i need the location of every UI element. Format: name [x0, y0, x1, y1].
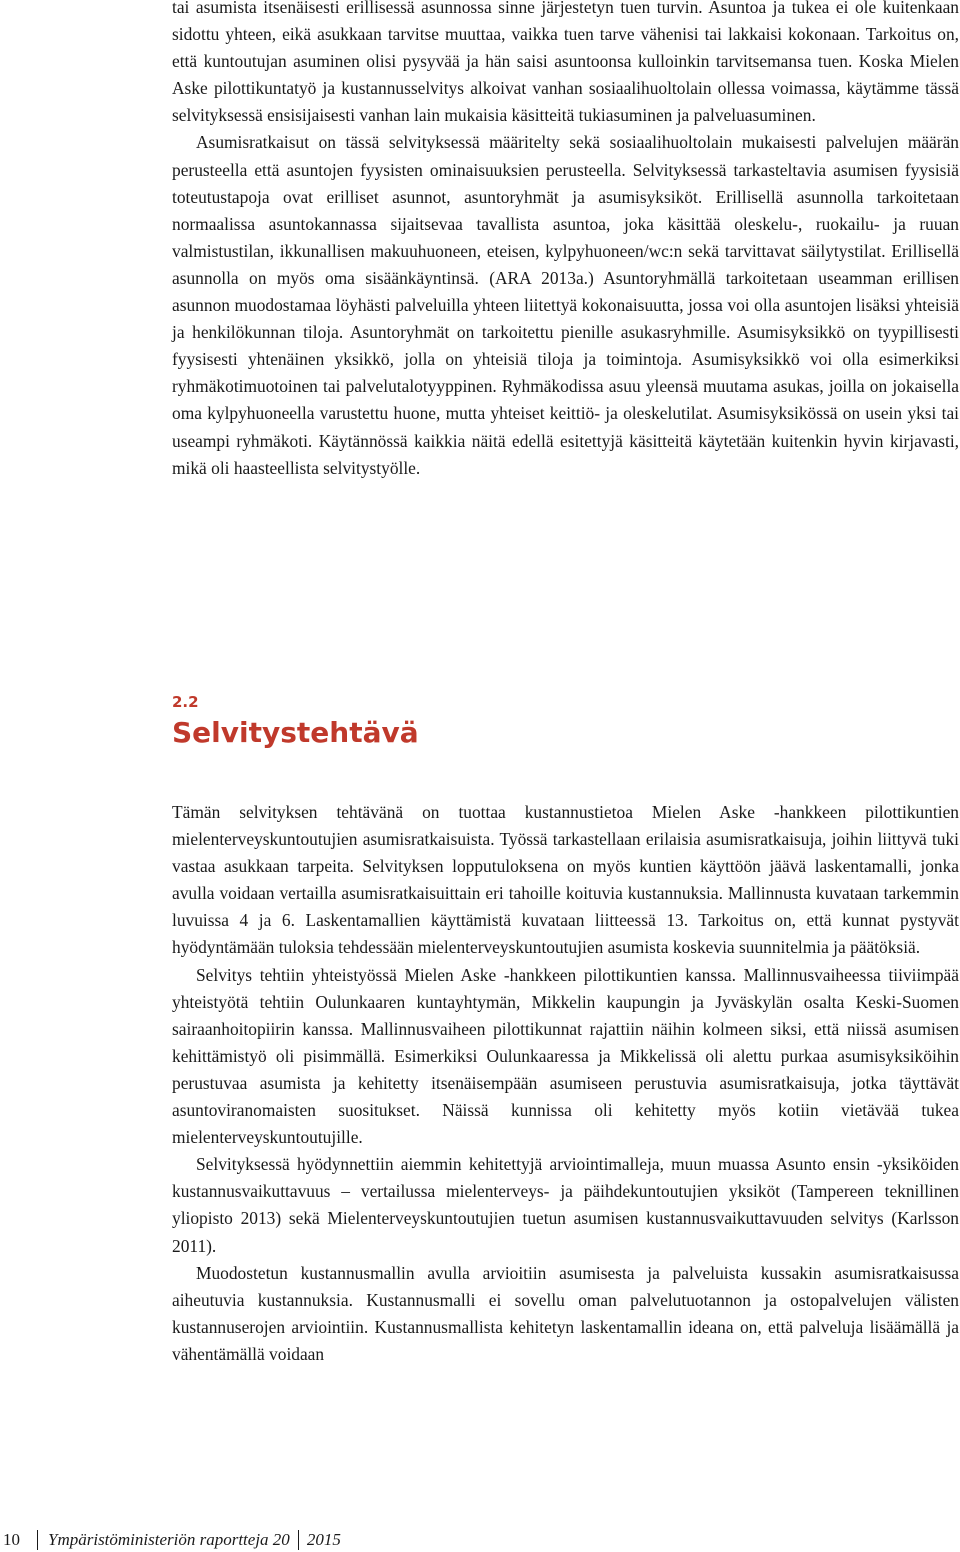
paragraph: Muodostetun kustannusmallin avulla arvioitiin asumisesta ja palveluista kussakin asumisratkaisussa aiheutuvia kustannuksia. Kustannusmalli ei sovellu oman palvelutuotannon ja ostopalvelujen välisten kustannuserojen arviointiin. Kustannusmallista kehitetyn laskentamallin ideana on, että palveluja lisäämällä ja vähentämällä voidaan [172, 1262, 959, 1364]
page-footer [0, 1528, 341, 1552]
section-title: Selvitystehtävä [172, 716, 419, 749]
footer-divider [298, 1530, 299, 1550]
top-text-block [172, 0, 959, 482]
section-number: 2.2 [172, 693, 199, 711]
page-number: 10 [3, 1530, 20, 1549]
footer-divider [37, 1530, 38, 1550]
section-heading [172, 692, 959, 750]
publication-year: 2015 [306, 1530, 341, 1549]
paragraph: Tämän selvityksen tehtävänä on tuottaa kustannustietoa Mielen Aske -hankkeen pilottikuntien mielenterveyskuntoutujien asumisratkaisuista. Työssä tarkastellaan erilaisia asumisratkaisuja, joihin liittyvä tuki vastaa asukkaan tarpeita. Selvityksen lopputuloksena on myös kuntien käyttöön jäävä laskentamalli, jonka avulla voidaan vertailla asumisratkaisuittain eri tahoille koituvia kustannuksia. Mallinnusta kuvataan tarkemmin luvuissa 4 ja 6. Laskentamallien käyttämistä kuvataan liitteessä 13. Tarkoitus on, että kunnat pystyvät hyödyntämään tuloksia tehdessään mielenterveyskuntoutujien asumista koskevia suunnitelmia ja päätöksiä. [172, 802, 959, 958]
paragraph: tai asumista itsenäisesti erillisessä asunnossa sinne järjestetyn tuen turvin. Asuntoa ja tukea ei ole kuitenkaan sidottu yhteen, eikä asukkaan tarvitse muuttaa, vaikka tuen tarve vähenisi tai lakkaisi kokonaan. Tarkoitus on, että kuntoutujan asuminen olisi pysyvää ja hän saisi asuntoonsa kulloinkin tarvitsemansa tuen. Koska Mielen Aske pilottikuntatyö ja kustannusselvitys alkoivat vanhan sosiaalihuoltolain ollessa voimassa, käytämme tässä selvityksessä ensisijaisesti vanhan lain mukaisia käsitteitä tukiasuminen ja palveluasuminen. [172, 0, 959, 126]
section-body [172, 799, 959, 1368]
publication-title: Ympäristöministeriön raportteja 20 [48, 1530, 290, 1549]
paragraph: Selvitys tehtiin yhteistyössä Mielen Aske -hankkeen pilottikuntien kanssa. Mallinnusvaiheessa tiiviimpää yhteistyötä tehtiin Oulunkaaren kuntayhtymän, Mikkelin kaupungin ja Jyväskylän osalta Keski-Suomen sairaanhoitopiirin kanssa. Mallinnusvaiheen pilottikunnat rajattiin näihin kolmeen siksi, että niissä asumisen kehittämistyö oli pisimmällä. Esimerkiksi Oulunkaaressa ja Mikkelissä oli alettu purkaa asumisyksiköihin perustuvaa asumista ja kehitetty itsenäisempään asumiseen perustuvia asumisratkaisuja, jotka täyttävät asuntoviranomaisten suositukset. Näissä kunnissa oli kehitetty myös kotiin vietävää tukea mielenterveyskuntoutujille. [172, 964, 959, 1148]
paragraph: Asumisratkaisut on tässä selvityksessä määritelty sekä sosiaalihuoltolain mukaisesti palvelujen määrän perusteella että asuntojen fyysisten ominaisuuksien perusteella. Selvityksessä tarkasteltavia asumisen fyysisiä toteutustapoja ovat erilliset asunnot, asuntoryhmät ja asumisyksiköt. Erillisellä asunnolla tarkoitetaan normaalissa asuntokannassa sijaitsevaa tavallista asuntoa, joka käsittää oleskelu-, ruokailu- ja ruuan valmistustilan, ikkunallisen makuuhuoneen, eteisen, kylpyhuoneen/wc:n sekä tarvittavat säilytystilat. Erillisellä asunnolla on myös oma sisäänkäyntinsä. (ARA 2013a.) Asuntoryhmällä tarkoitetaan useamman erillisen asunnon muodostamaa löyhästi palveluilla yhteen liitettyä kokonaisuutta, jossa voi olla asuntojen lisäksi yhteisiä ja henkilökunnan tiloja. Asuntoryhmät on tarkoitettu pienille asukasryhmille. Asumisyksikkö on tyypillisesti fyysisesti yhtenäinen yksikkö, jolla on yhteisiä tiloja ja toimintoja. Asumisyksikkö voi olla esimerkiksi ryhmäkotimuotoinen tai palvelutalotyyppinen. Ryhmäkodissa asuu yleensä muutama asukas, joilla on jokaisella oma kylpyhuoneella varustettu huone, mutta yhteiset keittiö- ja oleskelutilat. Asumisyksikössä on usein yksi tai useampi ryhmäkoti. Käytännössä kaikkia näitä edellä esitettyjä käsitteitä käytetään kuitenkin hyvin kirjavasti, mikä oli haasteellista selvitystyölle. [172, 132, 959, 478]
paragraph: Selvityksessä hyödynnettiin aiemmin kehitettyjä arviointimalleja, muun muassa Asunto ensin -yksiköiden kustannusvaikuttavuus – vertailussa mielenterveys- ja päihdekuntoutujien yksiköt (Tampereen teknillinen yliopisto 2013) sekä Mielenterveyskuntoutujien tuetun asumisen kustannusvaikuttavuuden selvitys (Karlsson 2011). [172, 1154, 959, 1256]
